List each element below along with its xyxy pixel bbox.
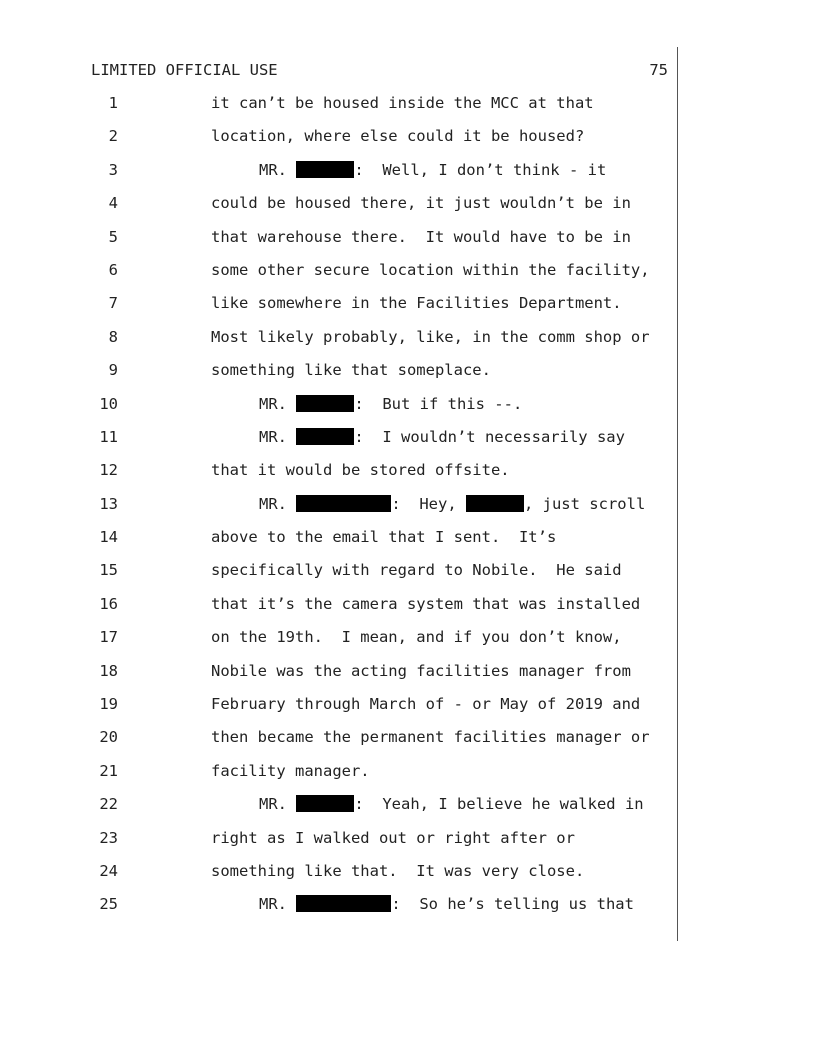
transcript-line <box>0 427 816 460</box>
transcript-line <box>0 494 816 527</box>
speaker-prefix: MR. <box>259 895 297 914</box>
line-text: then became the permanent facilities manager or <box>211 728 650 747</box>
line-number: 18 <box>99 661 118 680</box>
transcript-line <box>0 527 816 560</box>
line-number: 8 <box>108 327 118 346</box>
speech-text: : But if this --. <box>354 394 523 413</box>
redaction-box <box>466 495 524 512</box>
line-text: like somewhere in the Facilities Department. <box>211 294 622 313</box>
line-text: Most likely probably, like, in the comm shop or <box>211 327 650 346</box>
line-text <box>259 394 522 414</box>
transcript-line <box>0 828 816 861</box>
transcript-line <box>0 360 816 393</box>
speaker-prefix: MR. <box>259 427 297 446</box>
line-number: 7 <box>108 294 118 313</box>
line-text: above to the email that I sent. It’s <box>211 528 557 547</box>
line-number: 21 <box>99 761 118 780</box>
line-number: 4 <box>108 194 118 213</box>
redaction-box <box>296 161 354 178</box>
redaction-box <box>296 895 391 912</box>
line-text <box>259 427 625 447</box>
line-number: 15 <box>99 561 118 580</box>
redaction-box <box>296 495 391 512</box>
speech-text: : Hey, <box>391 494 466 513</box>
line-number: 9 <box>108 361 118 380</box>
line-text <box>259 494 645 514</box>
line-text: it can’t be housed inside the MCC at that <box>211 94 594 112</box>
line-text: Nobile was the acting facilities manager from <box>211 661 631 680</box>
line-number: 17 <box>99 628 118 647</box>
classification-marking: LIMITED OFFICIAL USE <box>91 61 278 79</box>
transcript-line <box>0 727 816 760</box>
transcript-line <box>0 394 816 427</box>
speech-text: : Well, I don’t think - it <box>354 160 607 179</box>
line-text <box>259 894 634 914</box>
redaction-box <box>296 395 354 412</box>
line-text: right as I walked out or right after or <box>211 828 575 847</box>
line-number: 25 <box>99 895 118 914</box>
transcript-body <box>0 93 816 928</box>
line-text: facility manager. <box>211 761 370 780</box>
transcript-line <box>0 227 816 260</box>
line-number: 2 <box>108 127 118 146</box>
line-text: February through March of - or May of 2019 and <box>211 695 641 714</box>
line-text: something like that someplace. <box>211 361 491 380</box>
page-number: 75 <box>649 61 668 79</box>
line-text: location, where else could it be housed? <box>211 127 585 146</box>
transcript-line <box>0 260 816 293</box>
speaker-prefix: MR. <box>259 494 297 513</box>
redaction-box <box>296 428 354 445</box>
speaker-prefix: MR. <box>259 160 297 179</box>
transcript-line <box>0 126 816 159</box>
transcript-line <box>0 694 816 727</box>
page-header <box>91 61 668 81</box>
line-number: 6 <box>108 260 118 279</box>
line-text: on the 19th. I mean, and if you don’t know, <box>211 628 622 647</box>
line-number: 3 <box>108 160 118 179</box>
speech-text: : Yeah, I believe he walked in <box>354 795 644 814</box>
line-text <box>259 794 644 814</box>
line-text: specifically with regard to Nobile. He said <box>211 561 622 580</box>
redaction-box <box>296 795 354 812</box>
transcript-line <box>0 761 816 794</box>
transcript-line <box>0 560 816 593</box>
transcript-line <box>0 794 816 827</box>
line-number: 11 <box>99 427 118 446</box>
line-text: some other secure location within the facility, <box>211 260 650 279</box>
line-number: 24 <box>99 861 118 880</box>
transcript-line <box>0 594 816 627</box>
transcript-line <box>0 160 816 193</box>
speech-text: : I wouldn’t necessarily say <box>354 427 625 446</box>
line-number: 14 <box>99 528 118 547</box>
speaker-prefix: MR. <box>259 795 297 814</box>
speaker-prefix: MR. <box>259 394 297 413</box>
transcript-line <box>0 861 816 894</box>
line-number: 10 <box>99 394 118 413</box>
line-number: 1 <box>108 94 118 112</box>
speech-text: , just scroll <box>523 494 646 513</box>
line-text: that it’s the camera system that was installed <box>211 594 641 613</box>
line-number: 19 <box>99 695 118 714</box>
speech-text: : So he’s telling us that <box>391 895 634 914</box>
line-number: 23 <box>99 828 118 847</box>
line-number: 16 <box>99 594 118 613</box>
line-number: 22 <box>99 795 118 814</box>
transcript-line <box>0 293 816 326</box>
line-text <box>259 160 606 180</box>
line-text: could be housed there, it just wouldn’t be in <box>211 194 631 213</box>
transcript-line <box>0 193 816 226</box>
transcript-line <box>0 661 816 694</box>
line-text: that warehouse there. It would have to be in <box>211 227 631 246</box>
transcript-line <box>0 460 816 493</box>
line-number: 5 <box>108 227 118 246</box>
line-text: that it would be stored offsite. <box>211 461 510 480</box>
line-number: 12 <box>99 461 118 480</box>
line-text: something like that. It was very close. <box>211 861 585 880</box>
transcript-line <box>0 627 816 660</box>
line-number: 20 <box>99 728 118 747</box>
transcript-line <box>0 327 816 360</box>
transcript-line <box>0 93 816 126</box>
transcript-line <box>0 894 816 927</box>
line-number: 13 <box>99 494 118 513</box>
